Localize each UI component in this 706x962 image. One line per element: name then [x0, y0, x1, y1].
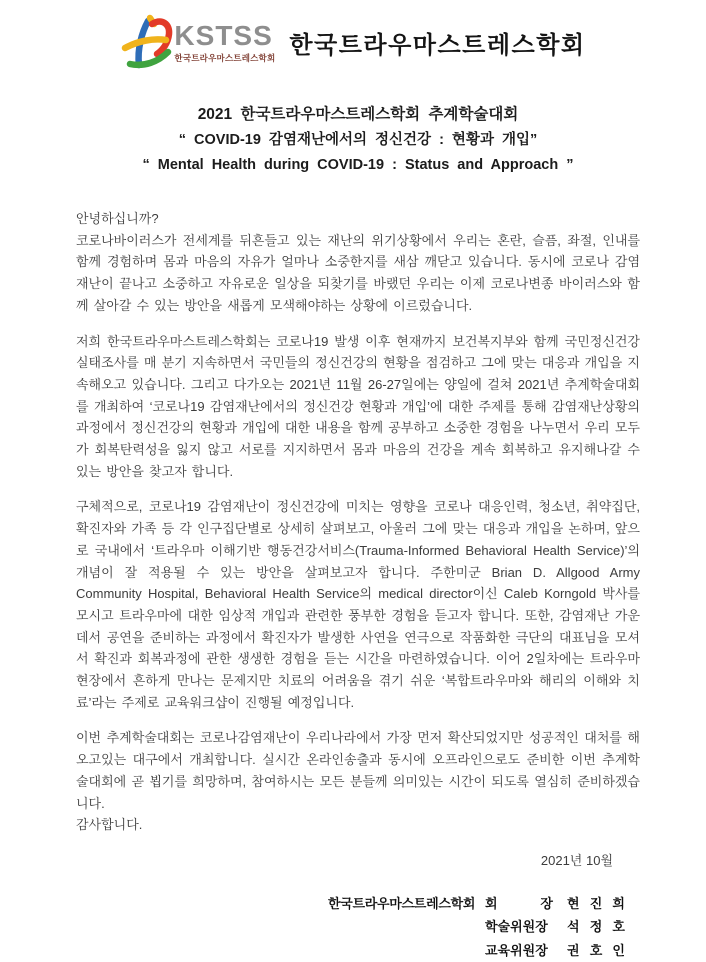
- paragraph-2: 저희 한국트라우마스트레스학회는 코로나19 발생 이후 현재까지 보건복지부와 함께 국민정신건강 실태조사를 매 분기 지속하면서 국민들의 정신건강의 현황을 점검하고 그에 맞는 대응과 개입을 지속해오고 있습니다. 그리고 다가오는 2021년 11월 26-27일에는 양일에 걸쳐 2021년 추계학술대회를 개최하여 ‘코로나19 감염재난에서의 정신건강 현황과 개입’에 대한 주제를 통해 감염재난상황의 과정에서 정신건강의 현황과 개입에 대한 내용을 함께 공부하고 소중한 경험을 나누면서 우리 모두가 회복탄력성을 잃지 않고 서로를 지지하면서 몸과 마음의 건강을 계속 회복하고 유지해나갈 수 있는 방안을 찾고자 합니다.: [76, 333, 640, 479]
- conference-title: 2021 한국트라우마스트레스학회 추계학술대회: [197, 106, 519, 123]
- signature-row-academic-chair: [76, 915, 640, 939]
- signature-row-president: [76, 892, 640, 916]
- conference-title-block: [76, 102, 640, 178]
- signature-role: 회 장: [485, 895, 553, 911]
- signature-role: 학술위원장: [485, 919, 548, 935]
- kstss-logo-icon: [120, 14, 172, 70]
- logo-text: [174, 21, 275, 64]
- logo-acronym: KSTSS: [174, 19, 273, 51]
- greeting-line: 안녕하십니까?: [76, 211, 159, 226]
- conference-theme-english: “ Mental Health during COVID-19 : Status and Approach ”: [142, 157, 574, 173]
- paragraph-3: 구체적으로, 코로나19 감염재난이 정신건강에 미치는 영향을 코로나 대응인력, 청소년, 취약집단, 확진자와 가족 등 각 인구집단별로 상세히 살펴보고, 아울러 그에 맞는 대응과 개입을 논하며, 앞으로 국내에서 ‘트라우마 이해기반 행동건강서비스(Trauma-Informed Behavioral Health Service)’의 개념이 잘 적용될 수 있는 방안을 살펴보고자 합니다. 주한미군 Brian D. Allgood Army Community Hospital, Behavioral Health Service의 medical director이신 Caleb Korngold 박사를 모시고 트라우마에 대한 임상적 개입과 관련한 풍부한 경험을 듣고자 합니다. 또한, 감염재난 가운데서 공연을 준비하는 과정에서 확진자가 발생한 사연을 연극으로 작품화한 극단의 대표님을 모셔서 확진과 회복과정에 관한 생생한 경험을 듣는 시간을 마련하였습니다. 이어 2일차에는 트라우마 현장에서 흔하게 만나는 문제지만 치료의 어려움을 겪기 쉬운 ‘복합트라우마와 해리의 이해와 치료’라는 주제로 교육워크샵이 진행될 예정입니다.: [76, 499, 640, 710]
- signature-row-education-chair: [76, 939, 640, 962]
- letter-body: [76, 208, 640, 872]
- signature-name: 석 정 호: [567, 919, 625, 935]
- kstss-logo: [120, 14, 275, 70]
- paragraph-1: 코로나바이러스가 전세계를 뒤흔들고 있는 재난의 위기상황에서 우리는 혼란, 슬픔, 좌절, 인내를 함께 경험하며 몸과 마음의 자유가 얼마나 소중한지를 새삼 깨닫고 있습니다. 동시에 코로나 감염재난이 끝나고 소중하고 자유로운 일상을 되찾기를 바랬던 우리는 이제 코로나변종 바이러스와 함께 살아갈 수 있는 방안을 새롭게 모색해야하는 상황에 이르렀습니다.: [76, 232, 640, 313]
- closing-line: 감사합니다.: [76, 817, 143, 833]
- signature-role: 교육위원장: [485, 942, 548, 958]
- conference-theme-korean: “ COVID-19 감염재난에서의 정신건강 : 현황과 개입”: [178, 132, 538, 148]
- letter-date: 2021년 10월: [540, 852, 613, 868]
- paragraph-4: 이번 추계학술대회는 코로나감염재난이 우리나라에서 가장 먼저 확산되었지만 성공적인 대처를 해오고있는 대구에서 개최합니다. 실시간 온라인송출과 동시에 오프라인으로도 준비한 이번 추계학술대회에 곧 뵙기를 희망하며, 참여하시는 모든 분들께 의미있는 시간이 되도록 열심히 준비하겠습니다.: [76, 730, 640, 811]
- signature-name: 권 호 인: [567, 942, 625, 958]
- letterhead: [0, 14, 706, 70]
- signature-name: 현 진 희: [567, 895, 625, 911]
- signature-org-name: 한국트라우마스트레스학회: [328, 895, 476, 911]
- organization-title: 한국트라우마스트레스학회: [289, 31, 586, 59]
- logo-subtitle: 한국트라우마스트레스학회: [174, 52, 276, 63]
- signature-block: [76, 892, 640, 962]
